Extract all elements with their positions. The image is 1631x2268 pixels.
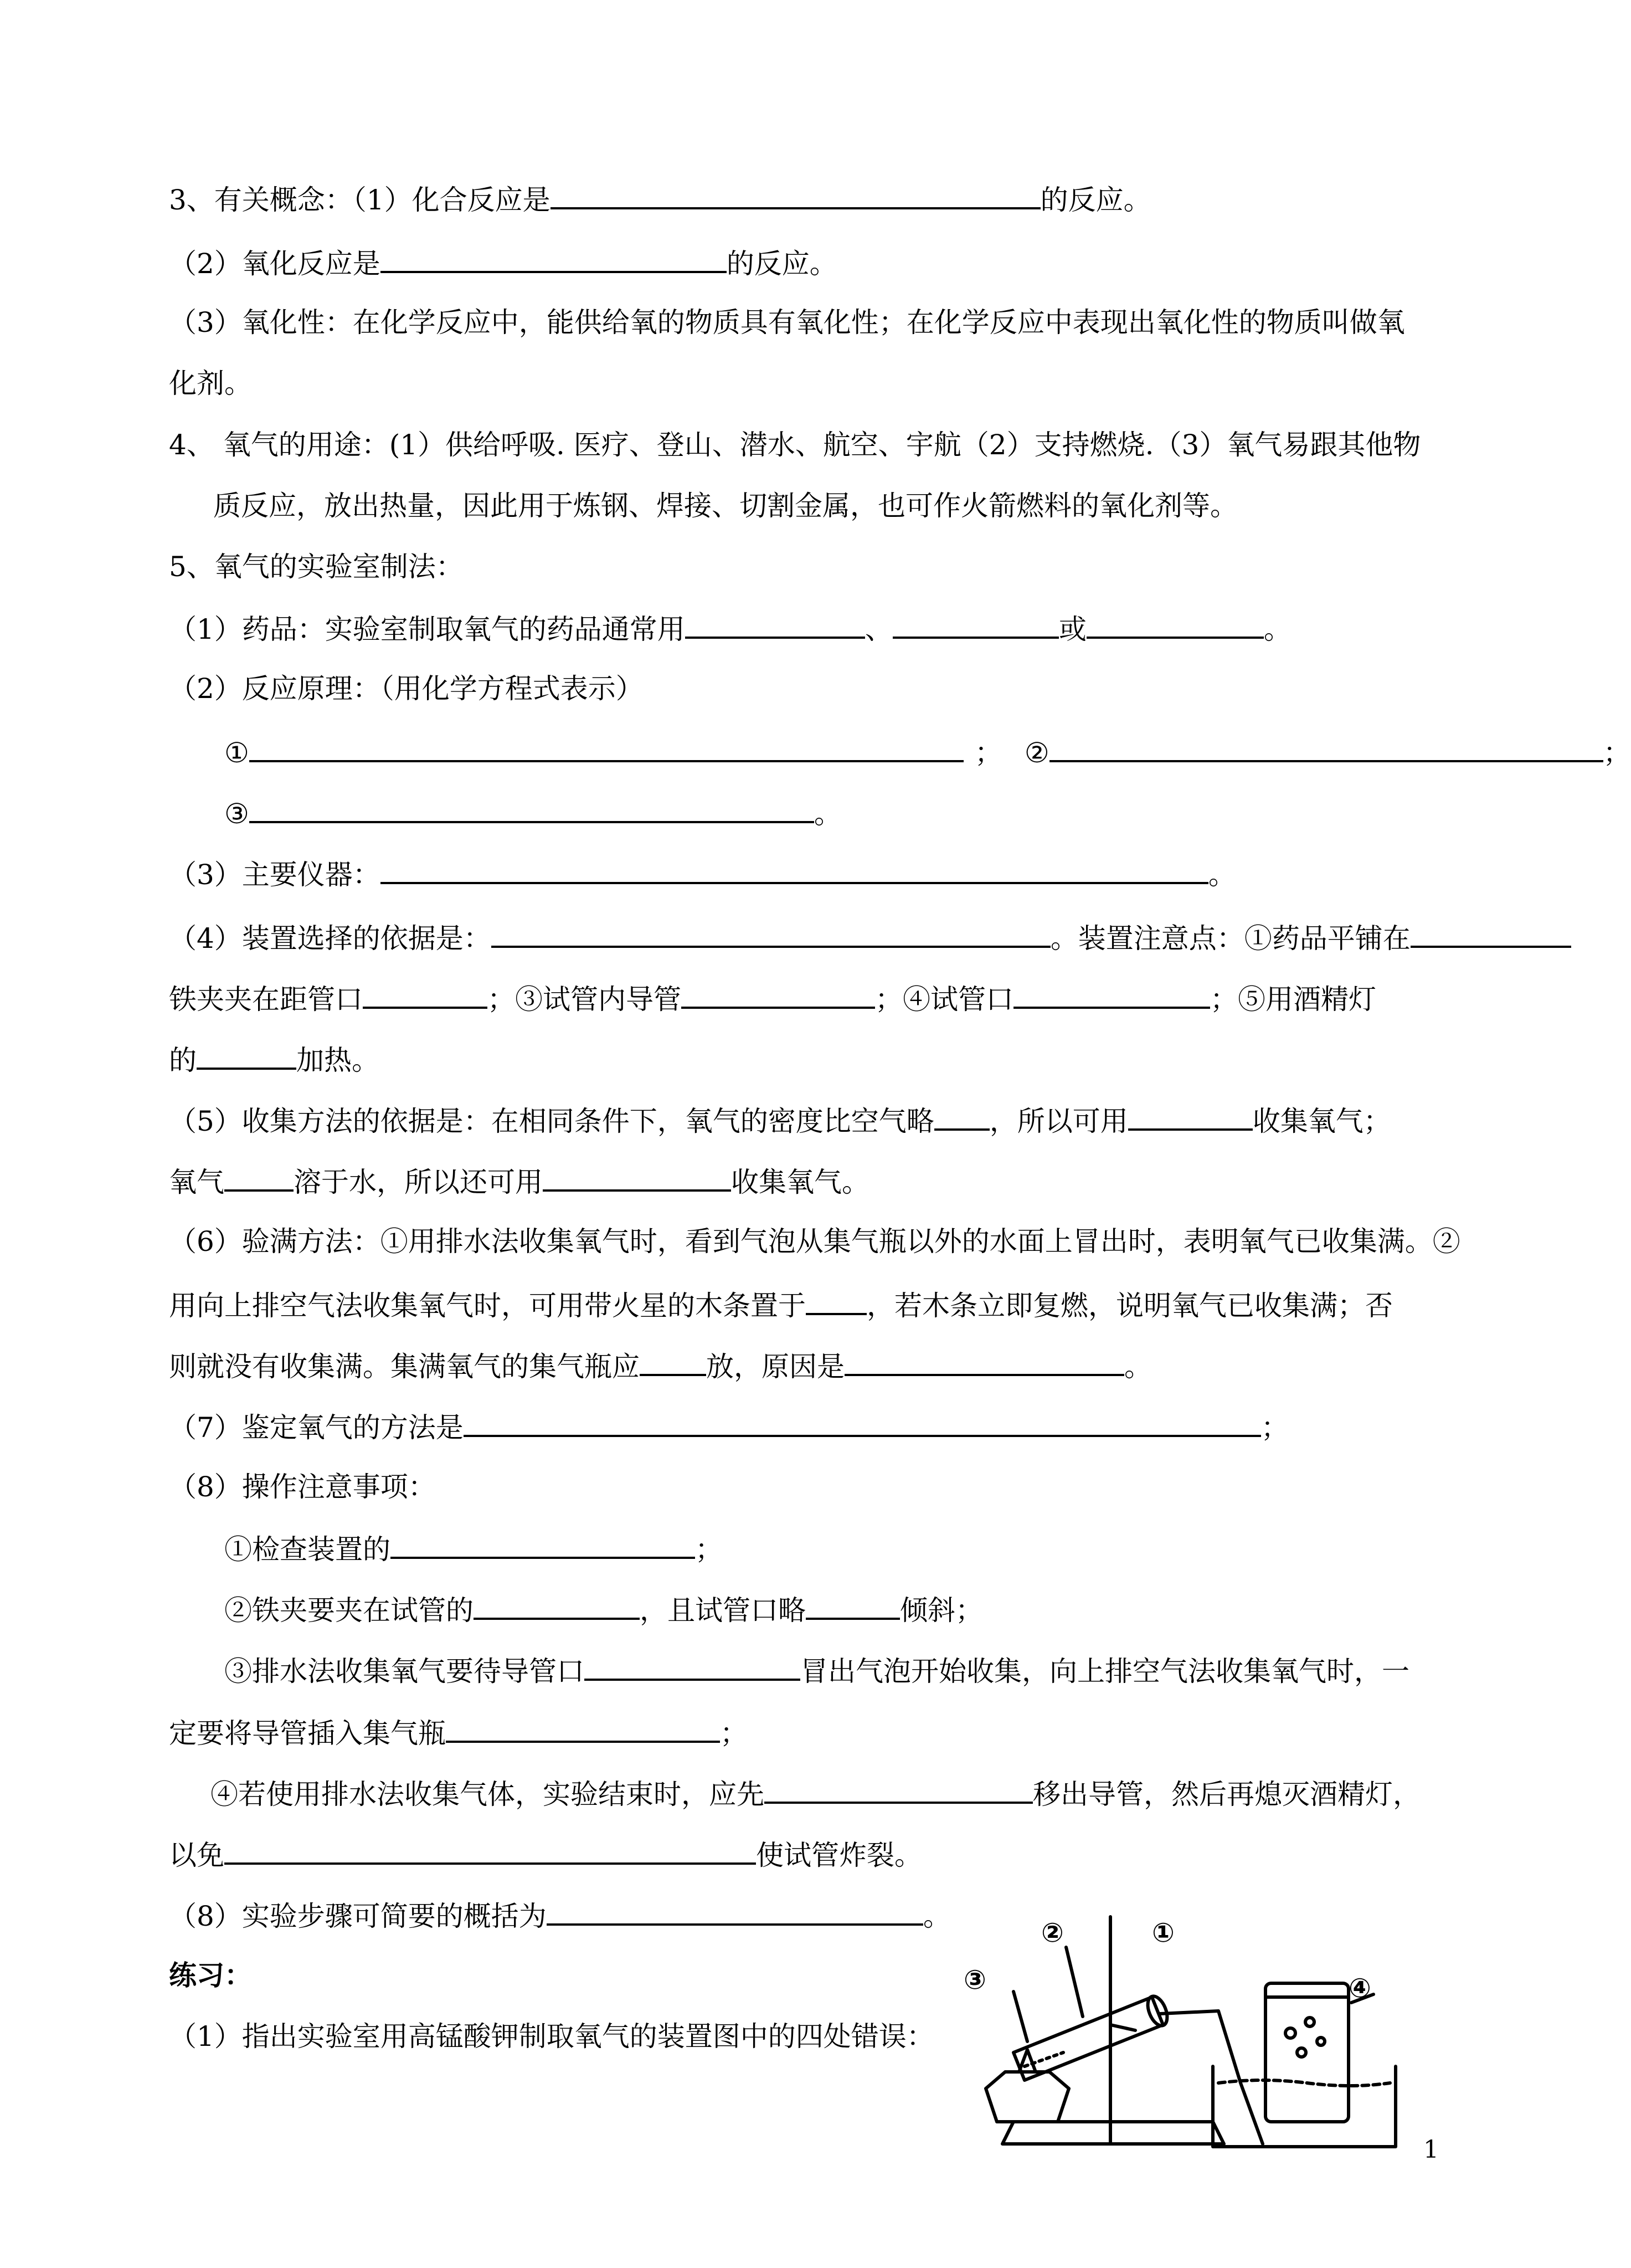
operation-note-4: ④若使用排水法收集气体，实验结束时，应先 移出导管，然后再熄灭酒精灯， [210, 1773, 1421, 1814]
concept-line-2: （2）氧化反应是 的反应。 [169, 242, 837, 284]
operation-notes-heading: （8）操作注意事项： [169, 1471, 436, 1503]
operation-note-2: ②铁夹要夹在试管的 ，且试管口略 倾斜； [224, 1589, 983, 1630]
full-check-line-3: 则就没有收集满。集满氧气的集气瓶应 放，原因是 。 [169, 1345, 1152, 1387]
page-number: 1 [1423, 2136, 1439, 2164]
heating-line: 的 加热。 [169, 1039, 379, 1080]
collection-basis-line: （5）收集方法的依据是：在相同条件下，氧气的密度比空气略 ，所以可用 收集氧气； [169, 1100, 1391, 1141]
operation-note-4-cont: 以免 使试管炸裂。 [169, 1834, 922, 1875]
full-check-line-2: 用向上排空气法收集氧气时，可用带火星的木条置于 ，若木条立即复燃，说明氧气已收集满；否 [169, 1284, 1393, 1326]
device-selection-line: （4）装置选择的依据是： 。装置注意点：①药品平铺在 [169, 917, 1571, 958]
operation-note-3: ③排水法收集氧气要待导管口 冒出气泡开始收集，向上排空气法收集氧气时，一 [224, 1650, 1409, 1691]
collection-water-line: 氧气 溶于水，所以还可用 收集氧气。 [169, 1161, 869, 1202]
apparatus-figure [953, 1900, 1407, 2161]
equation-line-1: ① ； ② ； [224, 731, 1631, 773]
oxidizing-line-cont: 化剂。 [169, 367, 252, 399]
operation-note-1: ①检查装置的 ； [224, 1528, 723, 1569]
device-notes-line: 铁夹夹在距管口 ；③试管内导管 ；④试管口 ；⑤用酒精灯 [169, 978, 1376, 1019]
oxygen-uses-line: 4、 氧气的用途：(1）供给呼吸. 医疗、登山、潜水、航空、宇航（2）支持燃烧.（3）氧气易跟其他物 [169, 429, 1421, 461]
figure-label-1: ① [1152, 1917, 1175, 1948]
stand-base [1002, 2122, 1224, 2144]
concept-line-1: 3、有关概念：（1）化合反应是 的反应。 [169, 178, 1151, 220]
test-tube [1013, 1997, 1163, 2080]
experiment-steps-line: （8）实验步骤可简要的概括为 。 [169, 1895, 951, 1936]
oxidizing-line: （3）氧化性：在化学反应中，能供给氧的物质具有氧化性；在化学反应中表现出氧化性的物质叫做氧 [169, 306, 1405, 338]
figure-label-4: ④ [1349, 1973, 1371, 2004]
reagents-line: （1）药品：实验室制取氧气的药品通常用 、 或 。 [169, 608, 1292, 649]
oxygen-uses-line-cont: 质反应，放出热量，因此用于炼钢、焊接、切割金属，也可作火箭燃料的氧化剂等。 [213, 490, 1238, 522]
operation-note-3-cont: 定要将导管插入集气瓶 ； [169, 1712, 748, 1753]
figure-label-2: ② [1041, 1917, 1064, 1948]
practice-question-1: （1）指出实验室用高锰酸钾制取氧气的装置图中的四处错误： [169, 2020, 934, 2053]
lab-method-heading: 5、氧气的实验室制法： [169, 551, 464, 583]
full-check-line-1: （6）验满方法：①用排水法收集氧气时，看到气泡从集气瓶以外的水面上冒出时，表明氧气已收集满。② [169, 1225, 1460, 1258]
identification-line: （7）鉴定氧气的方法是 ； [169, 1406, 1289, 1448]
practice-heading: 练习： [169, 1959, 252, 1992]
apparatus-line: （3）主要仪器： 。 [169, 853, 1236, 895]
reaction-principle-line: （2）反应原理：（用化学方程式表示） [169, 673, 644, 705]
equation-line-2: ③ 。 [224, 792, 842, 834]
figure-label-3: ③ [964, 1964, 986, 1995]
